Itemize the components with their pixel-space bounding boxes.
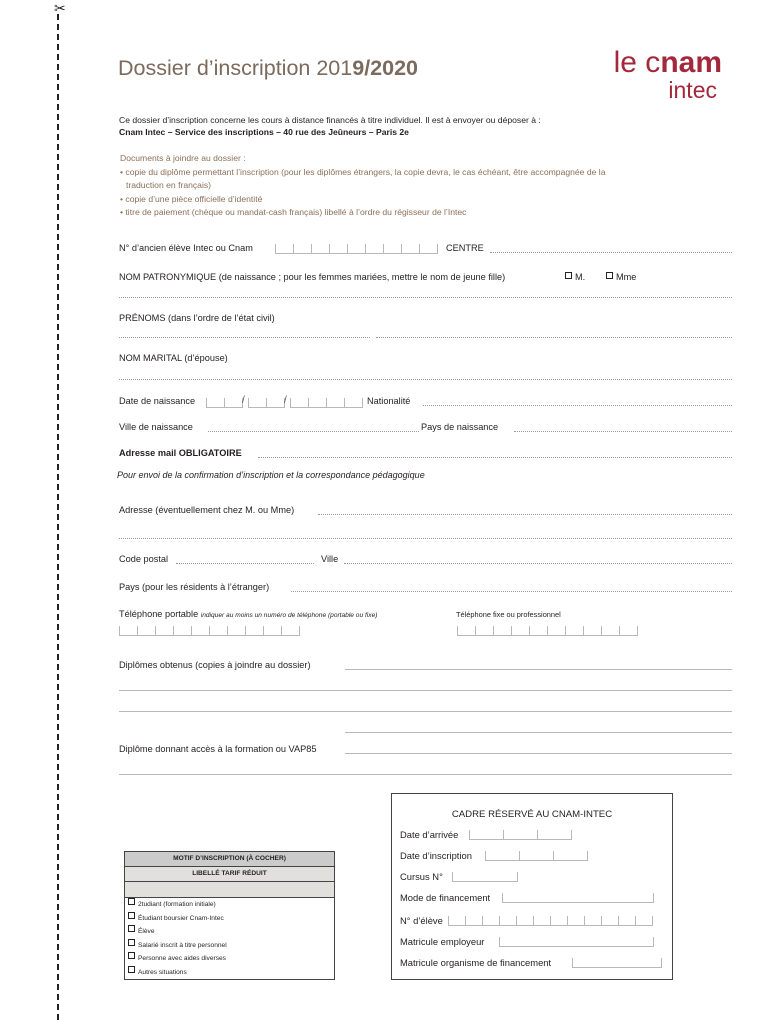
documents-list [120, 152, 605, 220]
pays-naissance-label: Pays de naissance [421, 422, 499, 432]
documents-heading: Documents à joindre au dossier : [120, 153, 246, 163]
mail-note: Pour envoi de la confirmation d’inscription et la correspondance pédagogique [117, 470, 425, 480]
documents-item-identite: • copie d’une pièce officielle d’identité [120, 193, 263, 204]
diplomes-field-1[interactable] [345, 669, 732, 670]
adresse-field-2[interactable] [119, 538, 732, 539]
cursus-label: Cursus N° [400, 871, 443, 882]
checkbox-icon [128, 898, 135, 905]
motif-option[interactable]: Salarié inscrit à titre personnel [125, 939, 334, 953]
date-naissance-label: Date de naissance [119, 396, 196, 406]
ville-field[interactable] [344, 563, 732, 564]
motif-inscription-table [124, 851, 335, 980]
option-m[interactable]: M. [565, 272, 585, 282]
diplomes-field-3[interactable] [119, 711, 732, 712]
intro-line-1: Ce dossier d’inscription concerne les cours à distance financés à titre individuel. Il est à envoyer ou déposer à : [119, 115, 541, 125]
checkbox-icon [128, 966, 135, 973]
cnam-intec-logo [592, 48, 722, 102]
cut-line [57, 14, 59, 1020]
checkbox-icon [128, 952, 135, 959]
date-arrivee-label: Date d’arrivée [400, 829, 459, 840]
logo-text-light: le c [613, 46, 661, 79]
nom-marital-field[interactable] [119, 379, 732, 380]
diplome-acces-label: Diplôme donnant accès à la formation ou VAP85 [119, 744, 317, 754]
date-inscription-field[interactable] [485, 851, 588, 860]
date-naissance-mois[interactable] [248, 398, 285, 407]
adresse-label: Adresse (éventuellement chez M. ou Mme) [119, 505, 295, 515]
tel-portable-field[interactable] [119, 626, 300, 635]
numero-eleve-field[interactable] [448, 916, 653, 925]
centre-field[interactable] [490, 252, 732, 253]
date-separator: / [284, 395, 287, 406]
tel-fixe-field[interactable] [457, 626, 638, 635]
pays-field[interactable] [291, 591, 732, 592]
motif-subheader: LIBELLÉ TARIF RÉDUIT [125, 867, 334, 882]
adresse-mail-label: Adresse mail OBLIGATOIRE [119, 448, 242, 458]
logo-text-bold: nam [660, 46, 722, 79]
matricule-employeur-field[interactable] [499, 937, 654, 946]
ville-naissance-label: Ville de naissance [119, 422, 193, 432]
checkbox-icon [565, 272, 572, 279]
scissors-icon: ✂ [54, 0, 66, 16]
nom-marital-label: NOM MARITAL (d’épouse) [119, 353, 228, 363]
ville-naissance-field[interactable] [208, 431, 419, 432]
ville-label: Ville [321, 554, 339, 564]
option-mme[interactable]: Mme [606, 272, 636, 282]
diplome-acces-field-1[interactable] [345, 753, 732, 754]
intro-text [119, 114, 541, 138]
code-postal-label: Code postal [119, 554, 169, 564]
motif-option[interactable]: Élève [125, 925, 334, 939]
prenom-field-2[interactable] [376, 337, 732, 338]
prenoms-label: PRÉNOMS (dans l’ordre de l’état civil) [119, 313, 275, 323]
diplome-acces-field-2[interactable] [119, 774, 732, 775]
matricule-employeur-label: Matricule employeur [400, 936, 485, 947]
motif-blank-row [125, 882, 334, 898]
diplomes-field-2[interactable] [119, 690, 732, 691]
prenom-field-1[interactable] [119, 337, 370, 338]
tel-portable-label: Téléphone portable indiquer au moins un numéro de téléphone (portable ou fixe) [119, 609, 378, 619]
cadre-reserve [391, 793, 673, 980]
tel-note: indiquer au moins un numéro de téléphone (portable ou fixe) [200, 612, 378, 619]
motif-option[interactable]: Étudiant boursier Cnam-Intec [125, 912, 334, 926]
date-naissance-jour[interactable] [206, 398, 243, 407]
code-postal-field[interactable] [176, 563, 314, 564]
date-separator: / [242, 395, 245, 406]
pays-naissance-field[interactable] [514, 431, 732, 432]
ancien-eleve-label: N° d’ancien élève Intec ou Cnam [119, 243, 253, 253]
date-naissance-annee[interactable] [290, 398, 363, 407]
nom-patronymique-field[interactable] [119, 297, 732, 298]
nom-patronymique-label: NOM PATRONYMIQUE (de naissance ; pour les femmes mariées, mettre le nom de jeune fille) [119, 272, 506, 282]
documents-item-diplome-cont: traduction en français) [126, 180, 212, 191]
motif-option[interactable]: Autres situations [125, 966, 334, 980]
nationalite-field[interactable] [423, 405, 732, 406]
documents-item-paiement: • titre de paiement (chèque ou mandat-cash français) libellé à l’ordre du régisseur de l’Intec [120, 207, 467, 218]
centre-label: CENTRE [446, 243, 484, 253]
date-inscription-label: Date d’inscription [400, 850, 472, 861]
motif-option[interactable]: 2tudiant (formation initiale) [125, 898, 334, 912]
motif-option[interactable]: Personne avec aides diverses [125, 952, 334, 966]
checkbox-icon [128, 939, 135, 946]
matricule-organisme-field[interactable] [572, 958, 662, 967]
nationalite-label: Nationalité [367, 396, 411, 406]
checkbox-icon [128, 912, 135, 919]
cadre-reserve-title: CADRE RÉSERVÉ AU CNAM-INTEC [451, 809, 613, 820]
checkbox-icon [128, 925, 135, 932]
tel-fixe-label: Téléphone fixe ou professionnel [456, 610, 561, 619]
pays-label: Pays (pour les résidents à l’étranger) [119, 582, 270, 592]
ancien-eleve-field[interactable] [275, 244, 438, 253]
motif-header: MOTIF D’INSCRIPTION (À COCHER) [125, 852, 334, 867]
checkbox-icon [606, 272, 613, 279]
adresse-mail-field[interactable] [258, 457, 732, 458]
adresse-field-1[interactable] [318, 514, 732, 515]
intro-line-2: Cnam Intec – Service des inscriptions – 40 rue des Jeûneurs – Paris 2e [119, 127, 409, 137]
logo-subtext: intec [668, 77, 717, 103]
numero-eleve-label: N° d’élève [400, 915, 443, 926]
date-arrivee-field[interactable] [469, 830, 572, 839]
cursus-field[interactable] [452, 872, 518, 881]
diplomes-label: Diplômes obtenus (copies à joindre au dossier) [119, 660, 311, 670]
mode-financement-field[interactable] [502, 893, 654, 902]
diplomes-field-4[interactable] [345, 732, 732, 733]
mode-financement-label: Mode de financement [400, 892, 491, 903]
matricule-organisme-label: Matricule organisme de financement [400, 957, 552, 968]
documents-item-diplome: • copie du diplôme permettant l’inscription (pour les diplômes étrangers, la copie devra, le cas échéant, être accompagnée de la [120, 166, 606, 177]
page-title: Dossier d’inscription 2019/2020 [118, 56, 418, 80]
